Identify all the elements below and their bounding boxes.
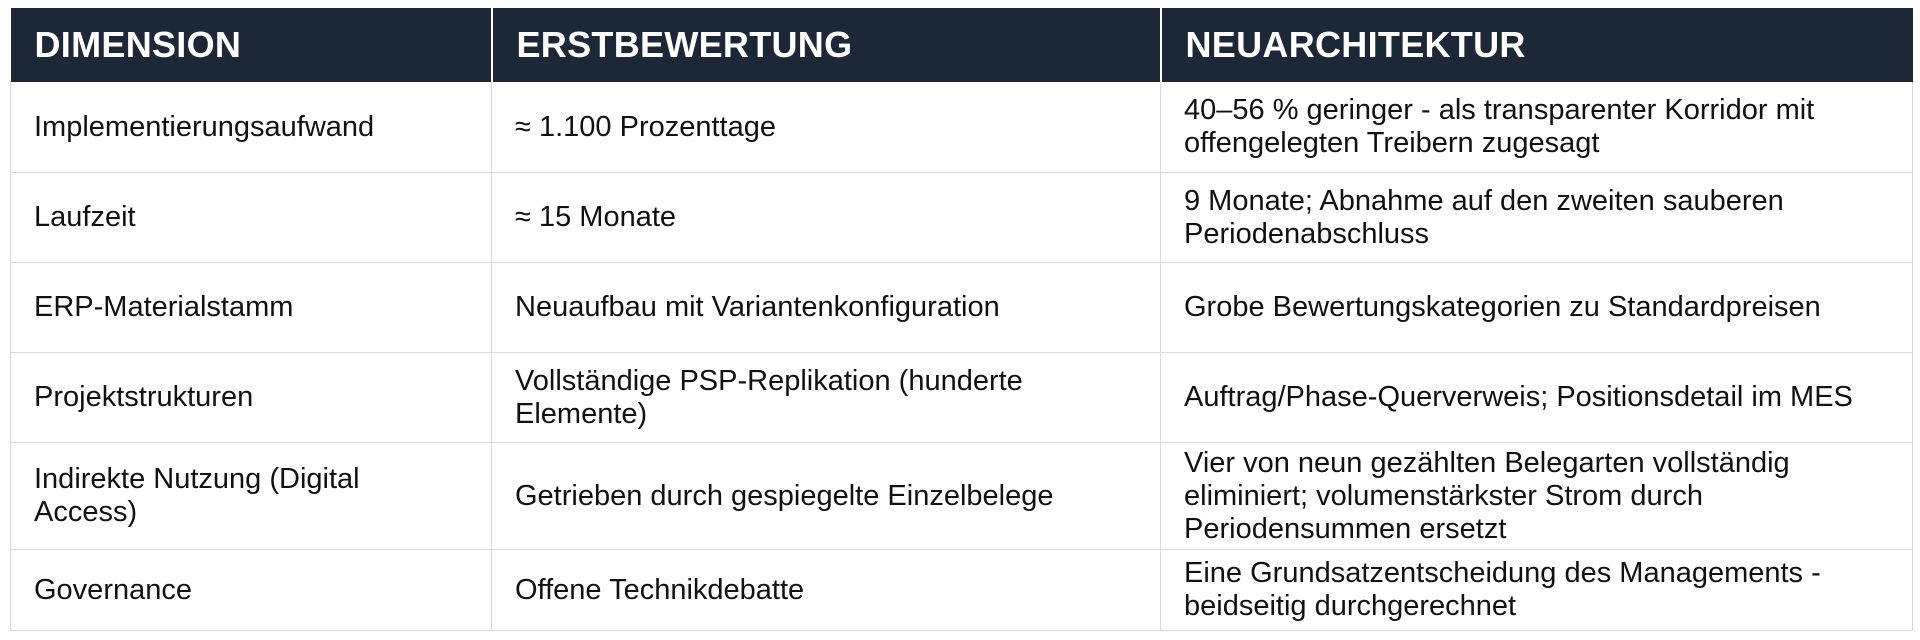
table-row (11, 82, 1913, 173)
comparison-table (10, 8, 1913, 631)
table-row (11, 263, 1913, 353)
cell-dimension: Implementierungsaufwand (11, 82, 492, 173)
cell-neuarchitektur: Auftrag/Phase-Querverweis; Positionsdetail im MES (1161, 353, 1913, 443)
cell-erstbewertung: Vollständige PSP-Replikation (hunderte Elemente) (492, 353, 1161, 443)
cell-dimension: Laufzeit (11, 173, 492, 263)
cell-neuarchitektur: 40–56 % geringer - als transparenter Korridor mit offengelegten Treibern zugesagt (1161, 82, 1913, 173)
header-row (11, 8, 1913, 82)
table-row (11, 550, 1913, 631)
cell-erstbewertung: ≈ 15 Monate (492, 173, 1161, 263)
cell-neuarchitektur: Eine Grundsatzentscheidung des Managements - beidseitig durchgerechnet (1161, 550, 1913, 631)
comparison-table-container (10, 8, 1912, 631)
header-neuarchitektur: NEUARCHITEKTUR (1161, 8, 1913, 82)
cell-dimension: Projektstrukturen (11, 353, 492, 443)
cell-erstbewertung: ≈ 1.100 Prozenttage (492, 82, 1161, 173)
cell-dimension: ERP-Materialstamm (11, 263, 492, 353)
cell-erstbewertung: Getrieben durch gespiegelte Einzelbelege (492, 443, 1161, 550)
table-row (11, 353, 1913, 443)
table-body (11, 82, 1913, 631)
cell-neuarchitektur: Vier von neun gezählten Belegarten vollständig eliminiert; volumenstärkster Strom durch Periodensummen ersetzt (1161, 443, 1913, 550)
table-header (11, 8, 1913, 82)
header-dimension: DIMENSION (11, 8, 492, 82)
header-erstbewertung: ERSTBEWERTUNG (492, 8, 1161, 82)
table-row (11, 173, 1913, 263)
table-row (11, 443, 1913, 550)
cell-dimension: Governance (11, 550, 492, 631)
cell-dimension: Indirekte Nutzung (Digital Access) (11, 443, 492, 550)
cell-neuarchitektur: 9 Monate; Abnahme auf den zweiten sauberen Periodenabschluss (1161, 173, 1913, 263)
cell-erstbewertung: Neuaufbau mit Variantenkonfiguration (492, 263, 1161, 353)
cell-erstbewertung: Offene Technikdebatte (492, 550, 1161, 631)
cell-neuarchitektur: Grobe Bewertungskategorien zu Standardpreisen (1161, 263, 1913, 353)
